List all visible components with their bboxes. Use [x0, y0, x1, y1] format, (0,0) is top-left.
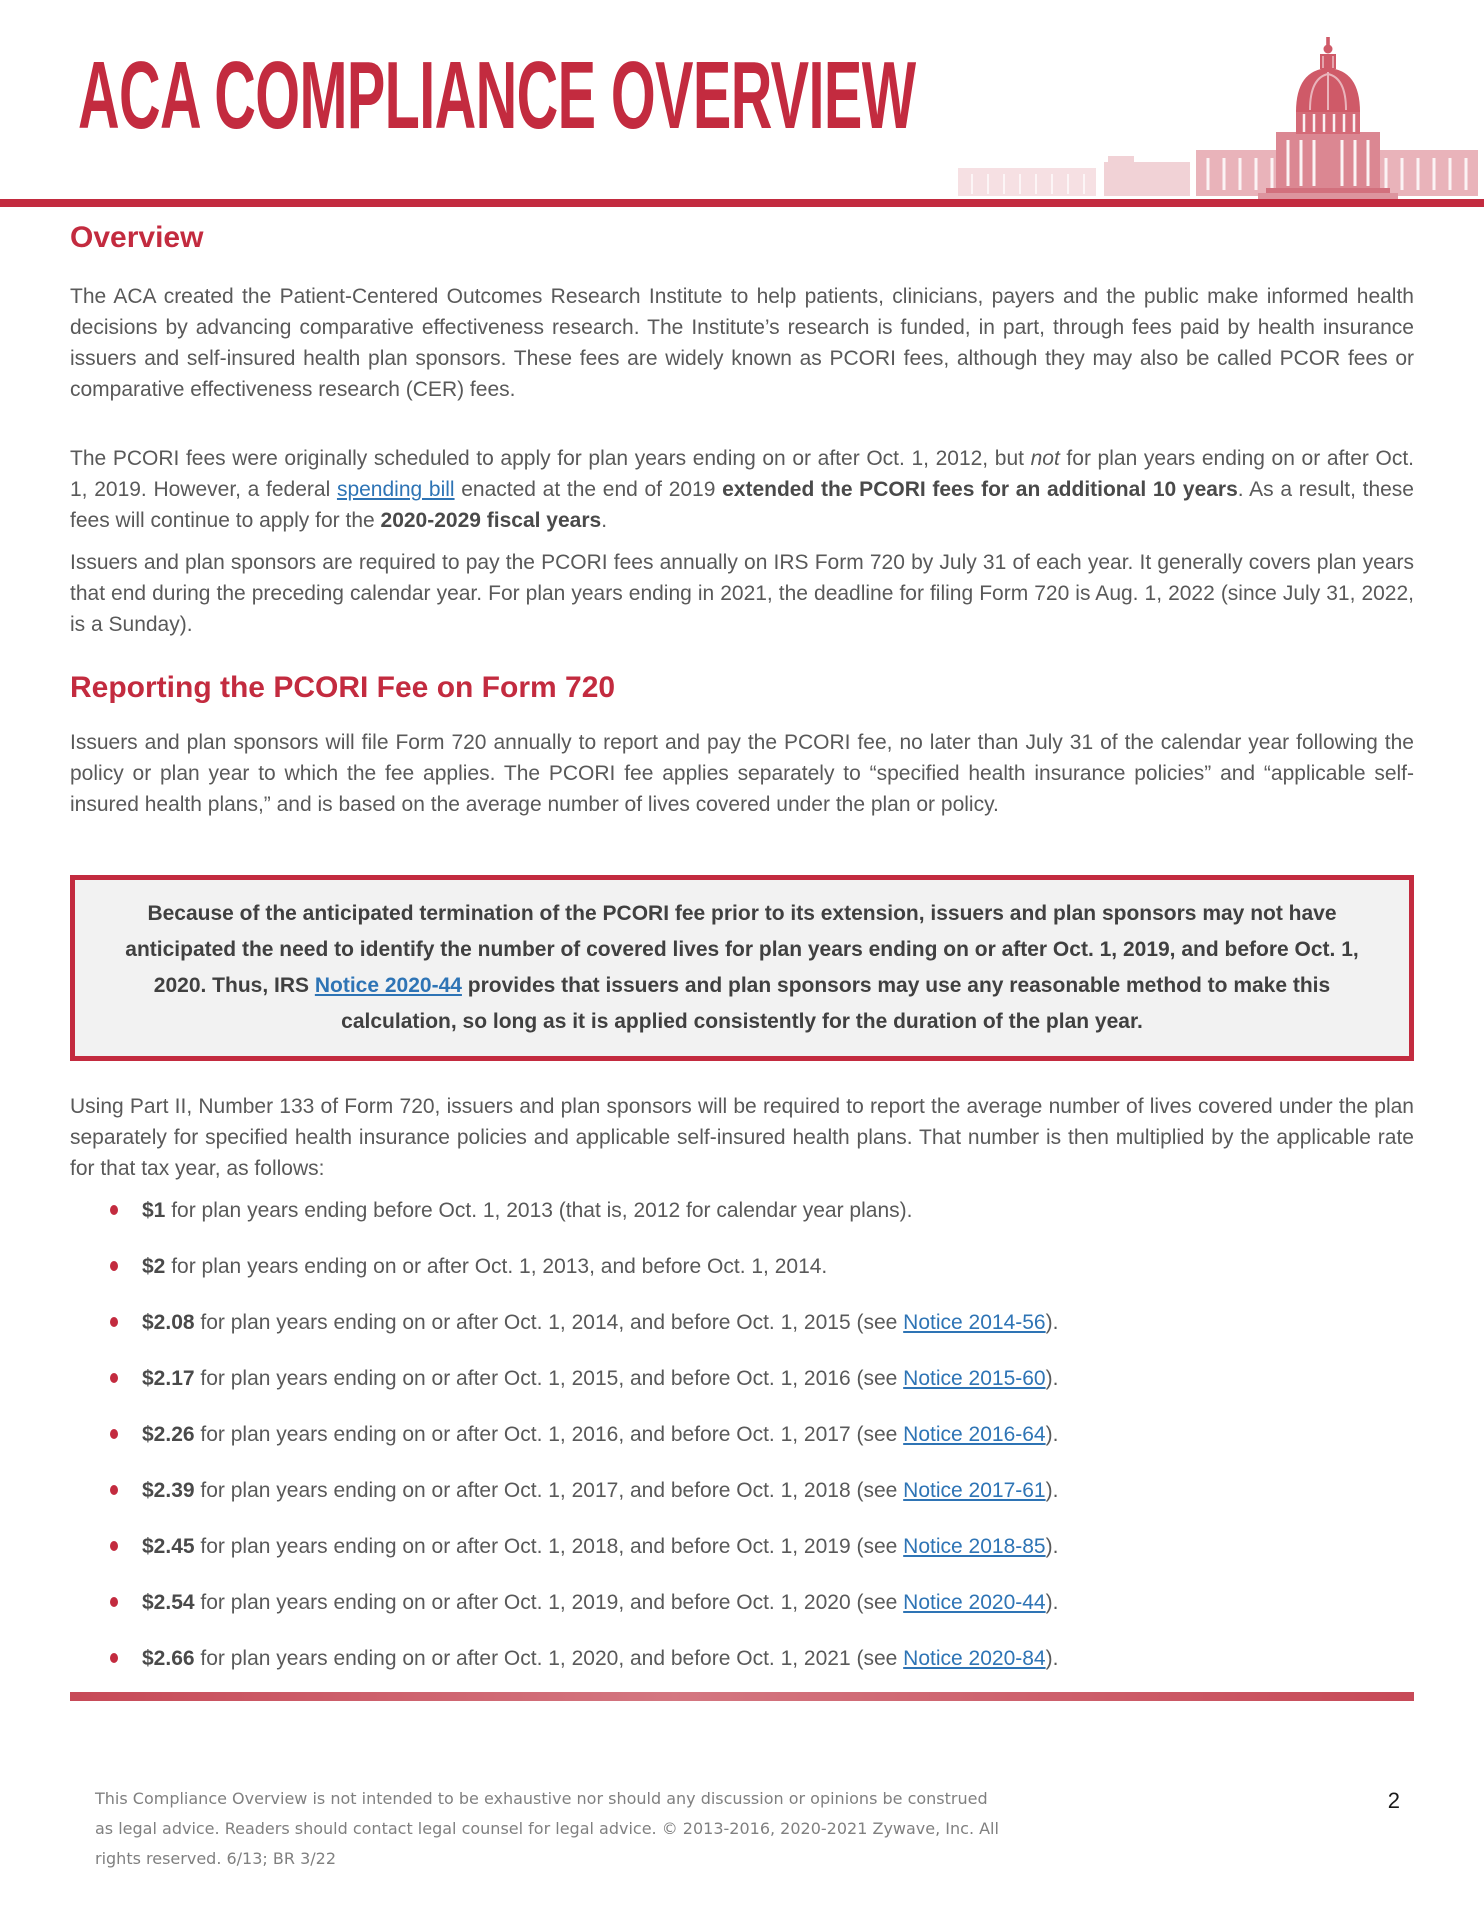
- text-segment: ).: [1045, 1647, 1059, 1670]
- text-segment: for plan years ending on or after Oct. 1, 2017, and before Oct. 1, 2018 (see: [194, 1479, 904, 1502]
- text-segment: ).: [1045, 1423, 1059, 1446]
- list-item: [70, 1587, 1414, 1618]
- text-segment: extended the PCORI fees for an additional 10 years: [722, 478, 1238, 501]
- notice-2018-85-link[interactable]: Notice 2018-85: [903, 1535, 1046, 1558]
- bullet-icon: [110, 1429, 118, 1439]
- list-item: [70, 1363, 1414, 1394]
- notice-2017-61-link[interactable]: Notice 2017-61: [903, 1479, 1046, 1502]
- text-segment: ).: [1045, 1535, 1059, 1558]
- disclaimer-line: rights reserved. 6/13; BR 3/22: [95, 1849, 336, 1868]
- list-item: [70, 1419, 1414, 1450]
- spending-bill-link[interactable]: spending bill: [336, 478, 455, 501]
- text-segment: The ACA created the Patient-Centered Outcomes Research Institute to help patients, clinicians, payers and the public make informed health decisions by advancing comparative effectiveness research. The Institute’s research is funded, in part, through fees paid by health insurance issuers and self-insured health plan sponsors. These fees are widely known as PCORI fees, although they may also be called PCOR fees or comparative effectiveness research (CER) fees.: [70, 285, 1414, 401]
- text-segment: $2.08: [142, 1311, 195, 1334]
- list-item: [70, 1475, 1414, 1506]
- reporting-paragraph-2: [70, 1091, 1414, 1184]
- notice-2015-60-link[interactable]: Notice 2015-60: [903, 1367, 1046, 1390]
- text-segment: ).: [1045, 1591, 1059, 1614]
- text-segment: for plan years ending on or after Oct. 1, 2020, and before Oct. 1, 2021 (see: [194, 1647, 904, 1670]
- bullet-icon: [110, 1261, 118, 1271]
- text-segment: for plan years ending on or after Oct. 1, 2014, and before Oct. 1, 2015 (see: [194, 1311, 904, 1334]
- text-segment: .: [601, 509, 608, 532]
- text-segment: . As a result, these fees will continue to apply for the: [70, 478, 1414, 532]
- text-segment: $2.54: [142, 1591, 195, 1614]
- footer-divider-bar: [70, 1692, 1414, 1701]
- notice-2020-84-link[interactable]: Notice 2020-84: [903, 1647, 1046, 1670]
- pcori-rate-list: [70, 1195, 1414, 1699]
- bullet-icon: [110, 1485, 118, 1495]
- callout-box: [70, 875, 1414, 1061]
- text-segment: $1: [142, 1199, 166, 1222]
- text-segment: ).: [1045, 1367, 1059, 1390]
- text-segment: The PCORI fees were originally scheduled to apply for plan years ending on or after Oct. 1, 2012, but: [70, 447, 1031, 470]
- bullet-icon: [110, 1205, 118, 1215]
- text-segment: ).: [1045, 1479, 1059, 1502]
- reporting-paragraph-1: [70, 727, 1414, 820]
- list-item: [70, 1531, 1414, 1562]
- disclaimer-line: as legal advice. Readers should contact legal counsel for legal advice. © 2013-2016, 2020-2021 Zywave, Inc. All: [95, 1819, 999, 1838]
- document-title: ACA COMPLIANCE OVERVIEW: [78, 42, 916, 149]
- text-segment: for plan years ending on or after Oct. 1, 2015, and before Oct. 1, 2016 (see: [194, 1367, 904, 1390]
- bullet-icon: [110, 1317, 118, 1327]
- text-segment: for plan years ending on or after Oct. 1, 2018, and before Oct. 1, 2019 (see: [194, 1535, 904, 1558]
- disclaimer-line: This Compliance Overview is not intended to be exhaustive nor should any discussion or opinions be construed: [95, 1789, 988, 1808]
- text-segment: for plan years ending before Oct. 1, 2013 (that is, 2012 for calendar year plans).: [165, 1199, 913, 1222]
- text-segment: for plan years ending on or after Oct. 1, 2016, and before Oct. 1, 2017 (see: [194, 1423, 904, 1446]
- notice-2016-64-link[interactable]: Notice 2016-64: [903, 1423, 1046, 1446]
- bullet-icon: [110, 1373, 118, 1383]
- bullet-icon: [110, 1653, 118, 1663]
- header-divider-bar: [0, 199, 1484, 207]
- text-segment: for plan years ending on or after Oct. 1, 2019. However, a federal: [70, 447, 1414, 501]
- notice-2014-56-link[interactable]: Notice 2014-56: [903, 1311, 1046, 1334]
- text-segment: $2.45: [142, 1535, 195, 1558]
- text-segment: $2.66: [142, 1647, 195, 1670]
- text-segment: Issuers and plan sponsors will file Form 720 annually to report and pay the PCORI fee, no later than July 31 of the calendar year following the policy or plan year to which the fee applies. The PCORI fee applies separately to “specified health insurance policies” and “applicable self-insured health plans,” and is based on the average number of lives covered under the plan or policy.: [70, 731, 1414, 816]
- text-segment: $2.26: [142, 1423, 195, 1446]
- overview-paragraph-2: [70, 443, 1414, 536]
- text-segment: for plan years ending on or after Oct. 1, 2013, and before Oct. 1, 2014.: [165, 1255, 828, 1278]
- text-segment: ).: [1045, 1311, 1059, 1334]
- disclaimer-text: [95, 1784, 1275, 1874]
- overview-paragraph-3: [70, 547, 1414, 640]
- text-segment: Using Part II, Number 133 of Form 720, issuers and plan sponsors will be required to report the average number of lives covered under the plan separately for specified health insurance policies and applicable self-insured health plans. That number is then multiplied by the applicable rate for that tax year, as follows:: [70, 1095, 1414, 1180]
- section-heading-reporting: Reporting the PCORI Fee on Form 720: [70, 671, 616, 704]
- list-item: [70, 1643, 1414, 1674]
- text-segment: Issuers and plan sponsors are required to pay the PCORI fees annually on IRS Form 720 by July 31 of each year. It generally covers plan years that end during the preceding calendar year. For plan years ending in 2021, the deadline for filing Form 720 is Aug. 1, 2022 (since July 31, 2022, is a Sunday).: [70, 551, 1414, 636]
- page-footer: [70, 1784, 1414, 1874]
- text-segment: enacted at the end of 2019: [454, 478, 723, 501]
- bullet-icon: [110, 1541, 118, 1551]
- notice-2020-44-link[interactable]: Notice 2020-44: [314, 974, 462, 997]
- page-number: 2: [1387, 1788, 1400, 1813]
- text-segment: not: [1030, 447, 1060, 470]
- capitol-building-illustration: [958, 34, 1478, 199]
- text-segment: for plan years ending on or after Oct. 1, 2019, and before Oct. 1, 2020 (see: [194, 1591, 904, 1614]
- list-item: [70, 1195, 1414, 1226]
- overview-paragraph-1: [70, 281, 1414, 405]
- text-segment: $2: [142, 1255, 166, 1278]
- text-segment: Because of the anticipated termination of the PCORI fee prior to its extension, issuers and plan sponsors may not have anticipated the need to identify the number of covered lives for plan years ending on or after Oct. 1, 2019, and before Oct. 1, 2020. Thus, IRS: [125, 902, 1359, 997]
- text-segment: provides that issuers and plan sponsors may use any reasonable method to make this calculation, so long as it is applied consistently for the duration of the plan year.: [341, 974, 1331, 1033]
- list-item: [70, 1251, 1414, 1282]
- text-segment: $2.39: [142, 1479, 195, 1502]
- text-segment: $2.17: [142, 1367, 195, 1390]
- text-segment: 2020-2029 fiscal years: [380, 509, 602, 532]
- notice-2020-44-bullet-link[interactable]: Notice 2020-44: [903, 1591, 1046, 1614]
- bullet-icon: [110, 1597, 118, 1607]
- section-heading-overview: Overview: [70, 221, 204, 254]
- list-item: [70, 1307, 1414, 1338]
